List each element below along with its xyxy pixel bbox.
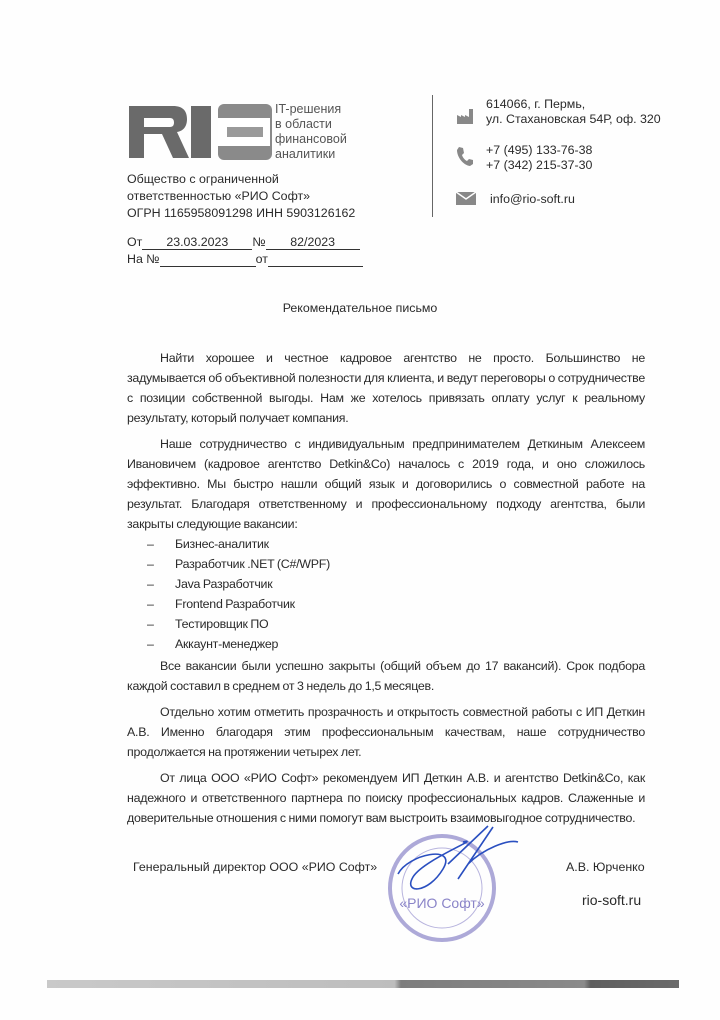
vacancy: Разработчик .NET (C#/WPF) xyxy=(175,557,330,571)
reply-date-blank xyxy=(268,252,363,267)
vacancy: Бизнес-аналитик xyxy=(175,537,269,551)
company-registration: ОГРН 1165958091298 ИНН 5903126162 xyxy=(127,206,356,220)
list-item xyxy=(127,634,645,654)
company-stamp-and-signature xyxy=(378,824,528,944)
paragraph: От лица ООО «РИО Софт» рекомендуем ИП Деткин А.В. и агентство Detkin&Co, как надежного и ответственного партнера по поиску профессиональных кадров. Слаженные и доверительные отношения с ними помогут вам выстроить взаимовыгодное сотрудничество. xyxy=(127,771,645,825)
paragraph: Все вакансии были успешно закрыты (общий объем до 17 вакансий). Срок подбора каждой составил в среднем от 3 недель до 1,5 месяцев. xyxy=(127,659,645,693)
list-dash: – xyxy=(147,577,154,591)
tagline-line: в области xyxy=(275,117,332,131)
list-item xyxy=(127,574,645,594)
reply-to-label: На № xyxy=(127,252,160,266)
paragraph: Наше сотрудничество с индивидуальным предпринимателем Деткиным Алексеем Ивановичем (кадровое агентство Detkin&Co) началось с 2019 года, и оно сложилось эффективно. Мы быстро нашли общий язык и договорились о совместной работе на результат. Благодаря ответственному и профессиональному подходу агентства, были закрыты следующие вакансии: xyxy=(127,437,645,531)
company-details xyxy=(127,171,355,222)
phone-number[interactable]: +7 (342) 215-37-30 xyxy=(486,158,593,172)
vacancy: Аккаунт-менеджер xyxy=(175,637,279,651)
from-label: От xyxy=(127,235,143,249)
footer-bar xyxy=(47,980,679,988)
stamp-center-text: «РИО Софт» xyxy=(399,895,485,911)
vacancy: Frontend Разработчик xyxy=(175,597,295,611)
logo-o-soft-mark xyxy=(218,104,272,160)
reply-number-blank xyxy=(160,252,256,267)
reply-date-label: от xyxy=(255,252,268,266)
rio-soft-logo xyxy=(127,104,219,160)
list-dash: – xyxy=(147,537,154,551)
address-line: ул. Стахановская 54Р, оф. 320 xyxy=(486,112,661,126)
phone-icon xyxy=(456,146,474,166)
logo-tagline xyxy=(275,102,347,162)
paragraph: Отдельно хотим отметить прозрачность и открытость совместной работы с ИП Деткин А.В. Именно благодаря этим профессиональным качествам, наше сотрудничество продолжается на протяжении четырех лет. xyxy=(127,705,645,759)
signatory-name: А.В. Юрченко xyxy=(566,860,645,874)
company-line: ответственностью «РИО Софт» xyxy=(127,189,311,203)
list-item xyxy=(127,614,645,634)
vacancy-list xyxy=(127,534,645,654)
list-item xyxy=(127,594,645,614)
email-icon xyxy=(456,192,476,205)
letter-body xyxy=(127,348,645,828)
list-item xyxy=(127,534,645,554)
signature-block xyxy=(127,842,645,934)
email-link[interactable]: info@rio-soft.ru xyxy=(490,192,575,206)
letter-reference xyxy=(127,234,363,268)
list-dash: – xyxy=(147,637,154,651)
tagline-line: аналитики xyxy=(275,147,336,161)
letter-title: Рекомендательное письмо xyxy=(282,301,438,315)
number-label: № xyxy=(252,235,266,249)
vacancy: Тестировщик ПО xyxy=(175,617,269,631)
website-link[interactable]: rio-soft.ru xyxy=(582,892,642,908)
tagline-line: IT-решения xyxy=(275,102,342,116)
list-dash: – xyxy=(147,557,154,571)
building-icon xyxy=(456,108,474,124)
header-divider xyxy=(432,95,433,217)
vacancy: Java Разработчик xyxy=(175,577,273,591)
signatory-position: Генеральный директор ООО «РИО Софт» xyxy=(133,860,378,874)
list-item xyxy=(127,554,645,574)
company-line: Общество с ограниченной xyxy=(127,172,279,186)
letter-content xyxy=(127,348,645,934)
tagline-line: финансовой xyxy=(275,132,347,146)
phone-number[interactable]: +7 (495) 133-76-38 xyxy=(486,143,593,157)
phones xyxy=(486,143,592,173)
paragraph: Найти хорошее и честное кадровое агентство не просто. Большинство не задумывается об объективной полезности для клиента, и ведут переговоры о сотрудничестве с позиции собственной выгоды. Нам же хотелось привязать оплату услуг к реальному результату, который получает компания. xyxy=(127,351,645,425)
letter-date: 23.03.2023 xyxy=(142,235,252,250)
letter-number: 82/2023 xyxy=(266,235,360,250)
list-dash: – xyxy=(147,617,154,631)
list-dash: – xyxy=(147,597,154,611)
address xyxy=(486,97,661,127)
address-line: 614066, г. Пермь, xyxy=(486,97,586,111)
